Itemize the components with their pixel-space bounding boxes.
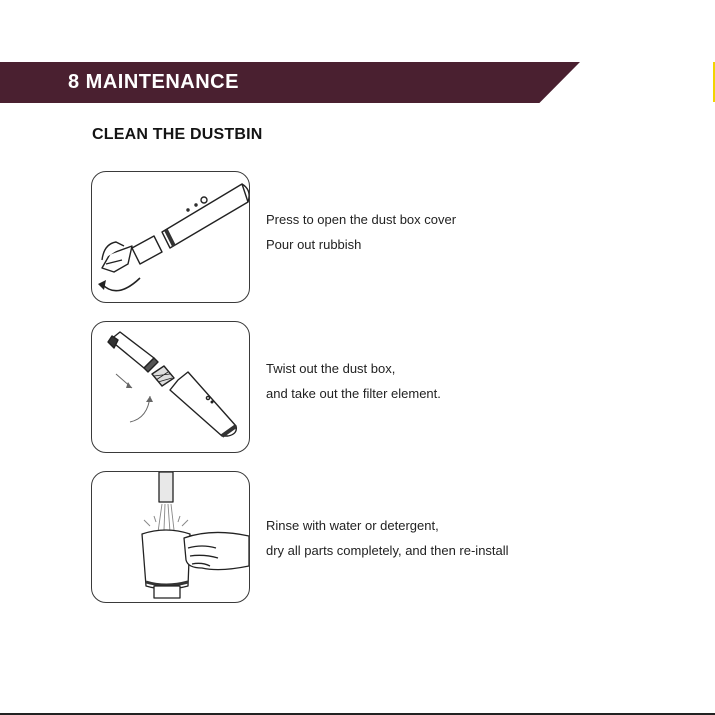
section-heading: CLEAN THE DUSTBIN (92, 126, 263, 143)
step-2-text (266, 356, 441, 406)
step-1-line-2: Pour out rubbish (266, 237, 362, 252)
step-1-line-1: Press to open the dust box cover (266, 212, 457, 227)
step-3-line-1: Rinse with water or detergent, (266, 518, 439, 533)
step-2-line-1: Twist out the dust box, (266, 361, 396, 376)
step-1-illustration (91, 171, 250, 303)
open-cover-illustration (92, 172, 249, 302)
page-title: 8 MAINTENANCE (68, 71, 239, 93)
step-1-text (266, 207, 456, 257)
step-2-line-2: and take out the filter element. (266, 386, 441, 401)
step-3-text (266, 513, 509, 563)
step-3-line-2: dry all parts completely, and then re-install (266, 543, 509, 558)
twist-dustbox-illustration (92, 322, 249, 452)
step-2-illustration (91, 321, 250, 453)
rinse-illustration (92, 472, 249, 602)
step-3-illustration (91, 471, 250, 603)
